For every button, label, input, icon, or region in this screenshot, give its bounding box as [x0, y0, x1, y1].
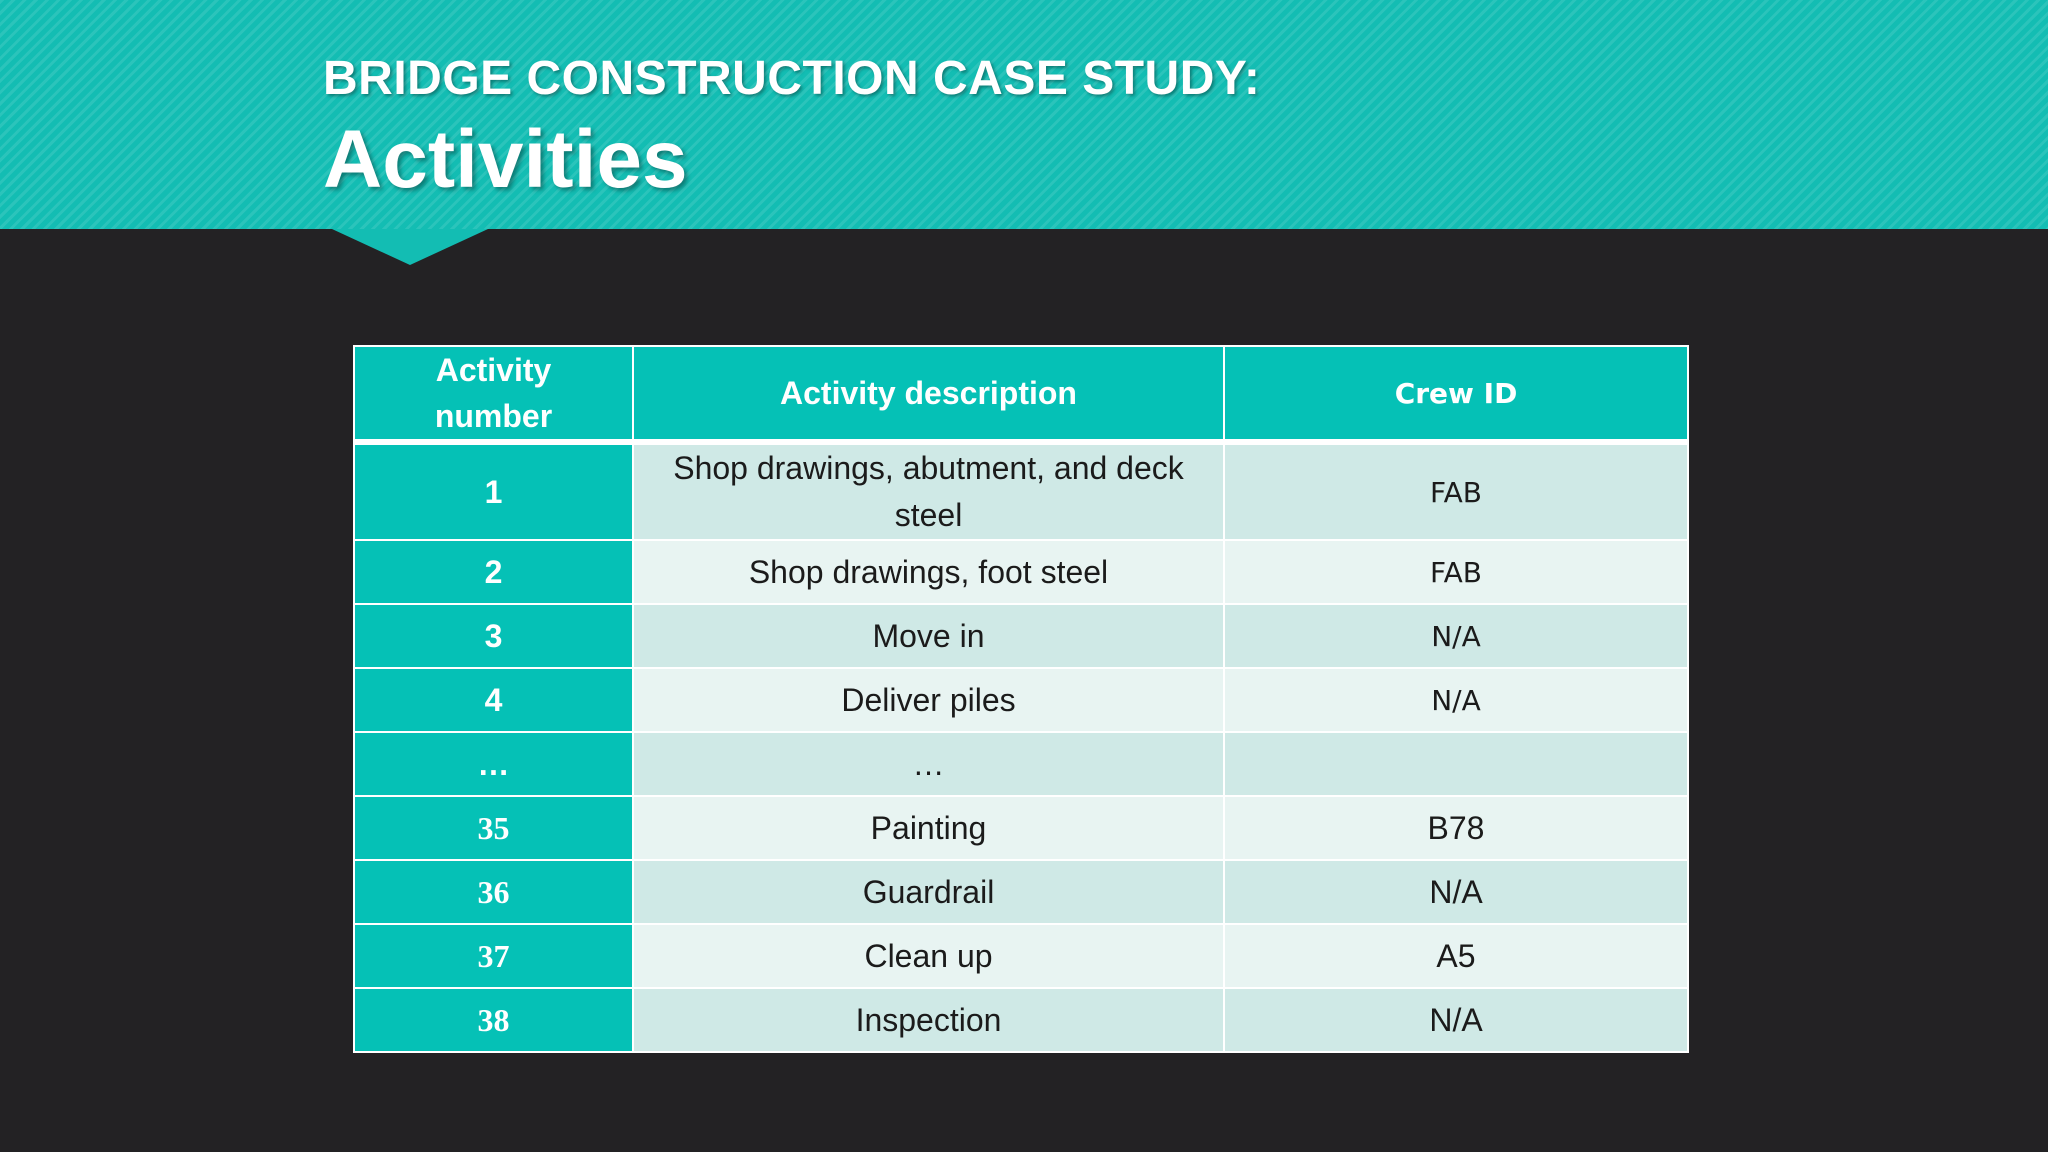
table-row: [354, 796, 1688, 860]
activity-number-cell: 37: [354, 924, 633, 988]
slide-title: Activities: [323, 114, 688, 205]
crew-id-cell: N/A: [1224, 860, 1688, 924]
activity-number-cell: 35: [354, 796, 633, 860]
table-row: [354, 442, 1688, 540]
activity-description-cell: Move in: [633, 604, 1224, 668]
activity-description-cell: Guardrail: [633, 860, 1224, 924]
crew-id-cell: N/A: [1224, 604, 1688, 668]
header-banner: [0, 0, 2048, 229]
activity-number-cell: 2: [354, 540, 633, 604]
table-row: [354, 924, 1688, 988]
table-row: [354, 540, 1688, 604]
table-row: [354, 604, 1688, 668]
table-row-ellipsis: [354, 732, 1688, 796]
table-row: [354, 860, 1688, 924]
activity-number-cell: 4: [354, 668, 633, 732]
activity-number-cell: …: [354, 732, 633, 796]
crew-id-cell: A5: [1224, 924, 1688, 988]
activity-number-cell: 36: [354, 860, 633, 924]
crew-id-cell: B78: [1224, 796, 1688, 860]
column-header-activity-number: [354, 346, 633, 442]
crew-id-cell: FAB: [1224, 540, 1688, 604]
column-header-activity-description: Activity description: [633, 346, 1224, 442]
activities-table: [353, 345, 1689, 1053]
header-notch: [332, 229, 488, 265]
column-header-crew-id: Crew ID: [1224, 346, 1688, 442]
activity-description-cell: Shop drawings, foot steel: [633, 540, 1224, 604]
crew-id-cell: FAB: [1224, 442, 1688, 540]
crew-id-cell: N/A: [1224, 668, 1688, 732]
table-row: [354, 668, 1688, 732]
table-row: [354, 988, 1688, 1052]
activity-number-cell: 38: [354, 988, 633, 1052]
activity-number-cell: 3: [354, 604, 633, 668]
activity-number-cell: 1: [354, 442, 633, 540]
table-header-row: [354, 346, 1688, 442]
activity-description-cell: …: [633, 732, 1224, 796]
column-header-activity-number-line2: number: [434, 398, 553, 434]
activity-description-cell: Inspection: [633, 988, 1224, 1052]
activity-description-cell: Deliver piles: [633, 668, 1224, 732]
crew-id-cell: N/A: [1224, 988, 1688, 1052]
column-header-activity-number-line1: Activity: [435, 352, 552, 388]
activity-description-cell: Shop drawings, abutment, and deck steel: [633, 442, 1224, 540]
activity-description-cell: Painting: [633, 796, 1224, 860]
activity-description-cell: Clean up: [633, 924, 1224, 988]
crew-id-cell: [1224, 732, 1688, 796]
slide-subtitle: BRIDGE CONSTRUCTION CASE STUDY:: [323, 52, 1261, 105]
